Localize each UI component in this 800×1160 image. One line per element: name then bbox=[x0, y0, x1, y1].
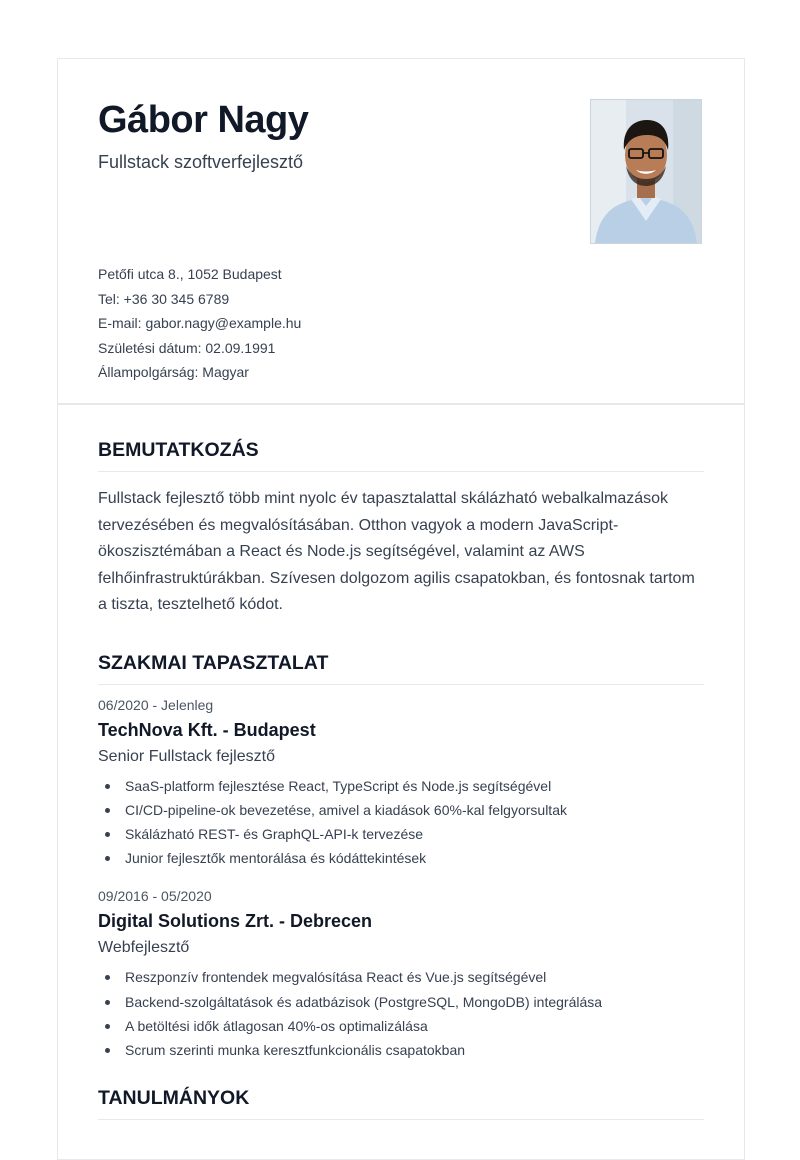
job-bullet: Reszponzív frontendek megvalósítása React és Vue.js segítségével bbox=[98, 965, 704, 989]
job-bullet: Junior fejlesztők mentorálása és kódáttekintések bbox=[98, 846, 704, 870]
section-title-experience: SZAKMAI TAPASZTALAT bbox=[98, 652, 704, 685]
job-date: 09/2016 - 05/2020 bbox=[98, 888, 212, 905]
contact-phone: Tel: +36 30 345 6789 bbox=[98, 290, 230, 307]
job-entry bbox=[98, 888, 704, 1062]
job-title: Fullstack szoftverfejlesztő bbox=[98, 152, 304, 172]
job-bullet: Skálázható REST- és GraphQL-API-k tervezése bbox=[98, 822, 704, 846]
section-title-education: TANULMÁNYOK bbox=[98, 1087, 704, 1120]
contact-details bbox=[98, 262, 301, 385]
job-bullet: Scrum szerinti munka keresztfunkcionális csapatokban bbox=[98, 1038, 704, 1062]
job-role: Senior Fullstack fejlesztő bbox=[98, 747, 275, 765]
job-bullet: A betöltési idők átlagosan 40%-os optimalizálása bbox=[98, 1014, 704, 1038]
job-entry bbox=[98, 697, 704, 871]
resume-header bbox=[58, 59, 744, 405]
portrait-illustration bbox=[591, 100, 701, 243]
job-bullet: CI/CD-pipeline-ok bevezetése, amivel a kiadások 60%-kal felgyorsultak bbox=[98, 798, 704, 822]
profile-photo bbox=[590, 99, 702, 244]
contact-nationality: Állampolgárság: Magyar bbox=[98, 364, 249, 380]
job-bullets bbox=[98, 774, 704, 871]
contact-address: Petőfi utca 8., 1052 Budapest bbox=[98, 266, 282, 282]
section-title-intro: BEMUTATKOZÁS bbox=[98, 439, 704, 472]
job-date: 06/2020 - Jelenleg bbox=[98, 696, 214, 713]
job-bullets bbox=[98, 965, 704, 1062]
intro-paragraph: Fullstack fejlesztő több mint nyolc év tapasztalattal skálázható webalkalmazások tervezésében és megvalósításában. Otthon vagyok a modern JavaScript-ökoszisztémában a React és Node.js segítségével, valamint az AWS felhőinfrastruktúrákban. Szívesen dolgozom agilis csapatokban, és fontosnak tartom a tiszta, tesztelhető kódot. bbox=[98, 490, 695, 613]
contact-birthdate: Születési dátum: 02.09.1991 bbox=[98, 339, 276, 356]
job-role: Webfejlesztő bbox=[98, 939, 190, 957]
resume-body bbox=[58, 405, 744, 1120]
person-name: Gábor Nagy bbox=[98, 99, 309, 141]
job-bullet: Backend-szolgáltatások és adatbázisok (PostgreSQL, MongoDB) integrálása bbox=[98, 990, 704, 1014]
resume-page bbox=[57, 58, 745, 1160]
job-bullet: SaaS-platform fejlesztése React, TypeScript és Node.js segítségével bbox=[98, 774, 704, 798]
job-company: Digital Solutions Zrt. - Debrecen bbox=[98, 911, 373, 932]
job-company: TechNova Kft. - Budapest bbox=[98, 719, 316, 740]
contact-email: E-mail: gabor.nagy@example.hu bbox=[98, 315, 302, 331]
